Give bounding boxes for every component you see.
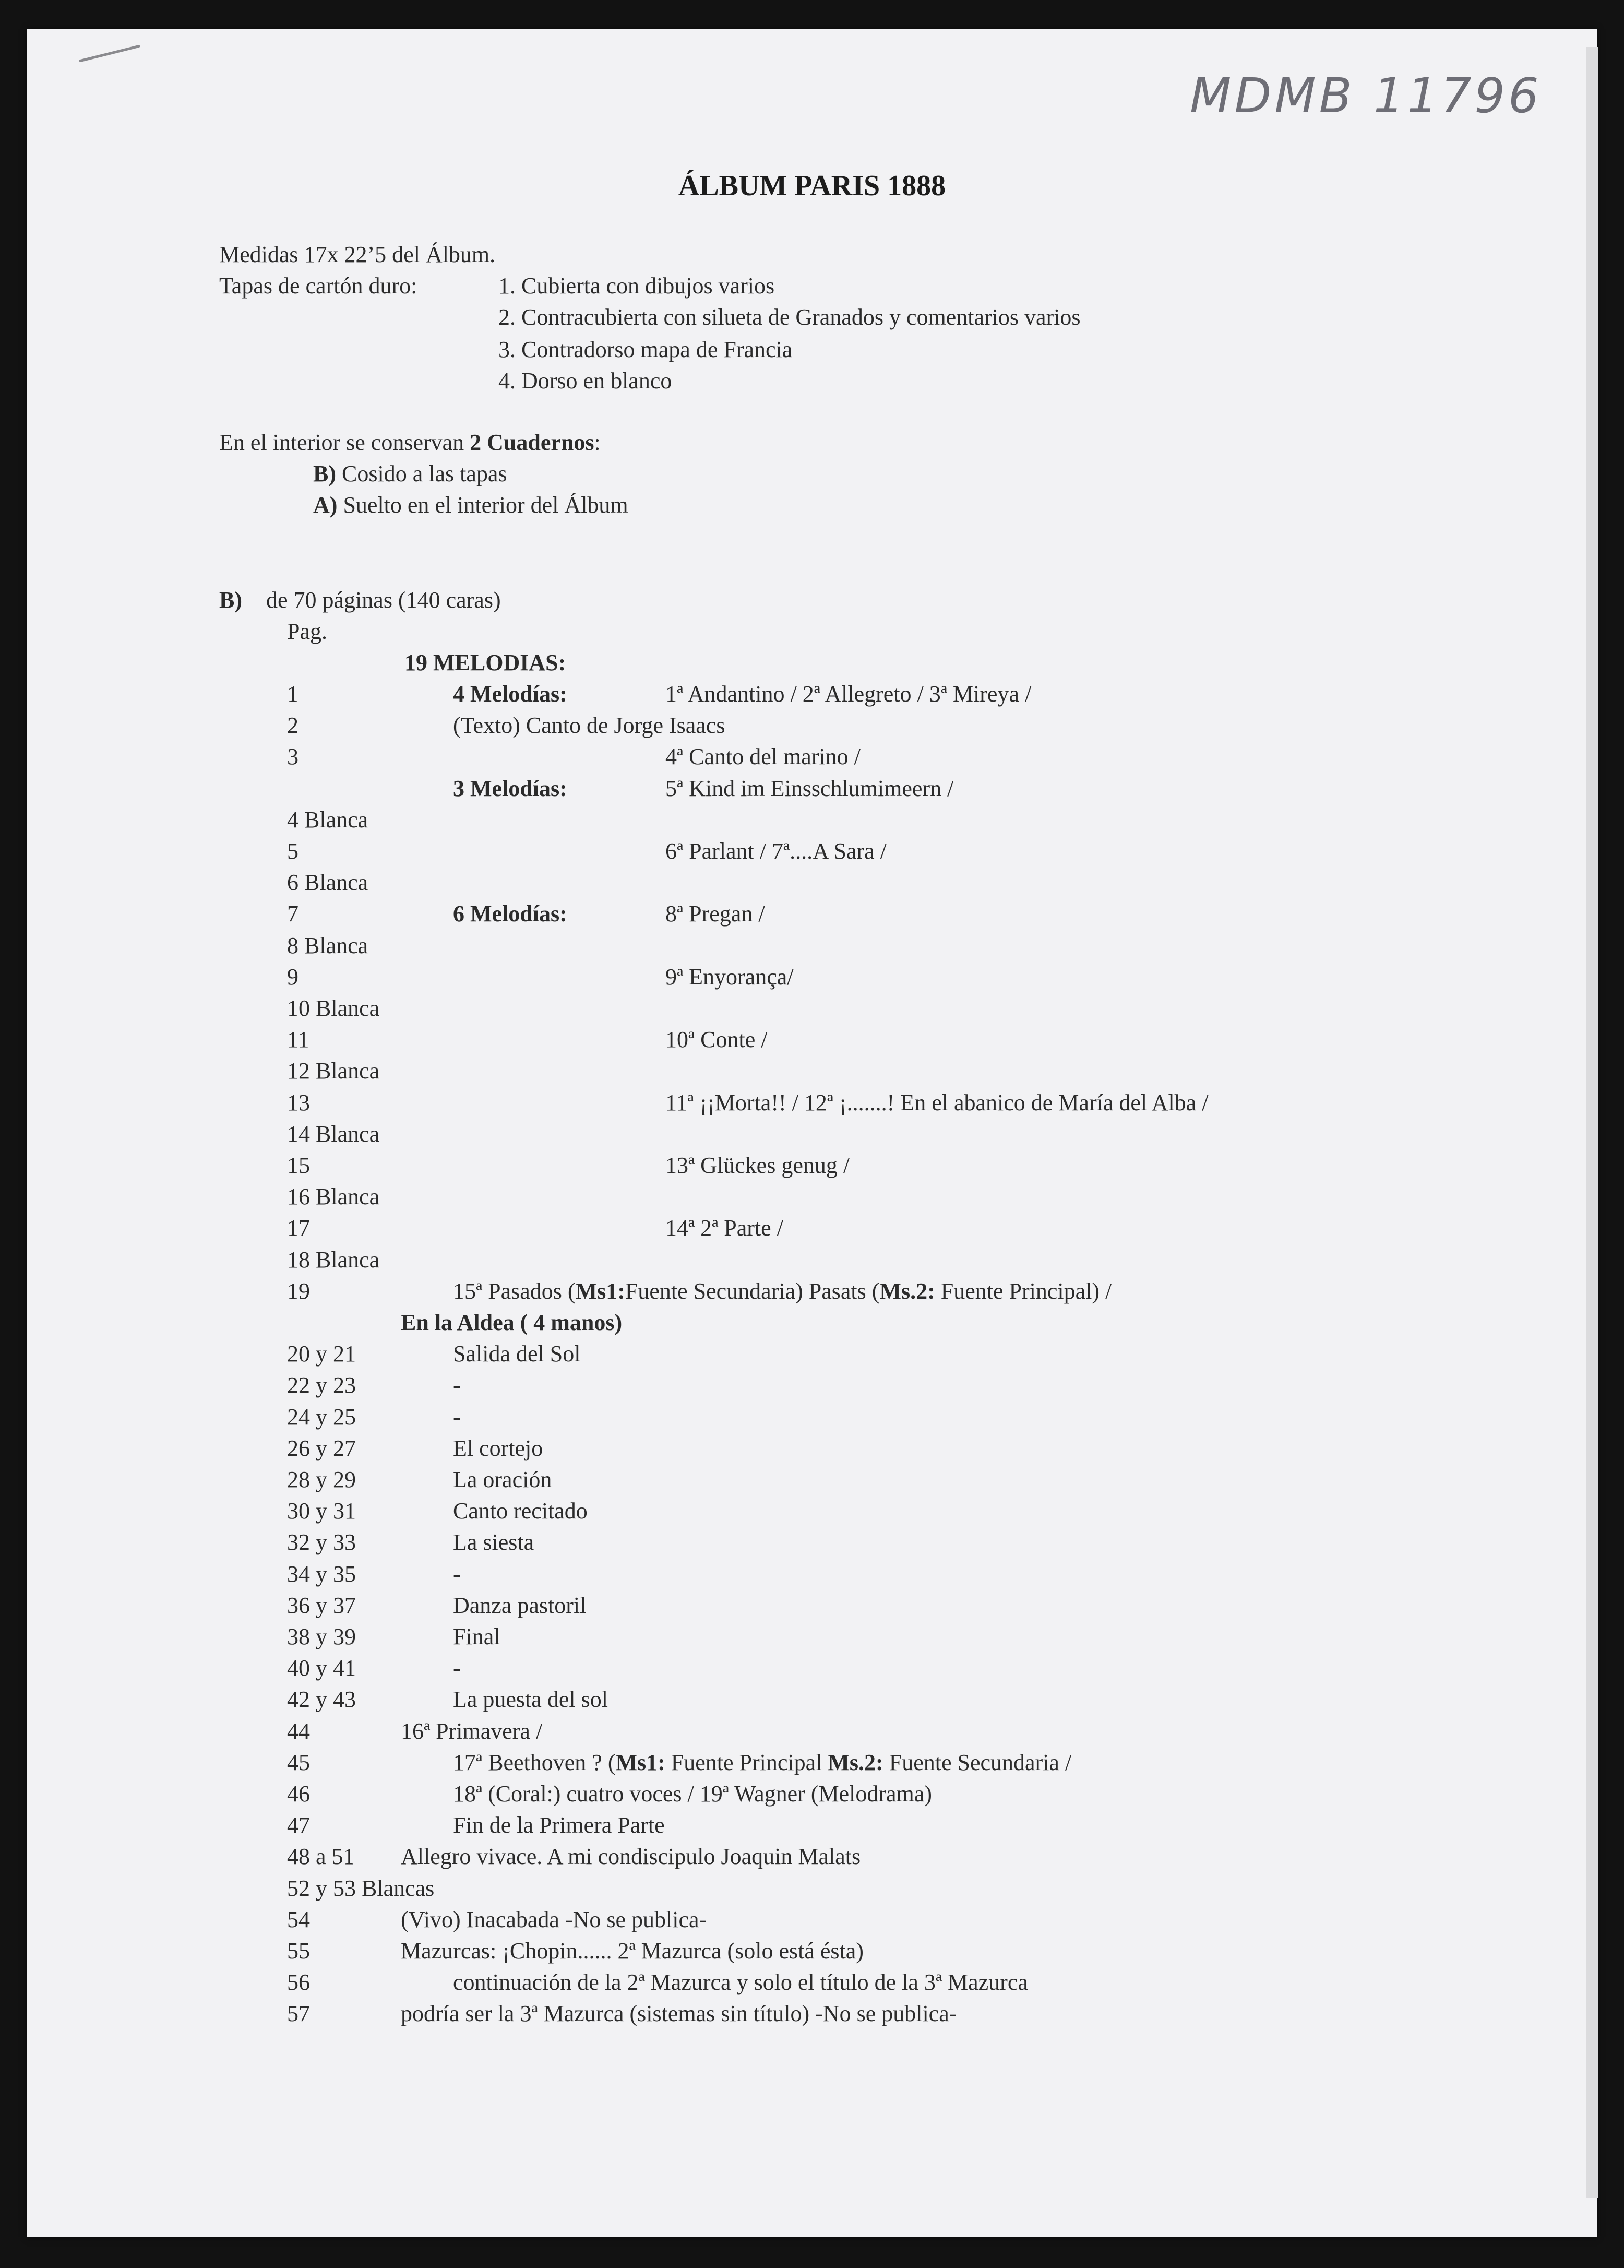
notebook-item: A) Suelto en el interior del Álbum: [313, 492, 628, 518]
section-b-description: de 70 páginas (140 caras): [266, 587, 501, 613]
page-number: 28 y 29: [287, 1467, 356, 1492]
table-row-text: 18ª (Coral:) cuatro voces / 19ª Wagner (Melodrama): [453, 1781, 932, 1807]
page-number: 13: [287, 1089, 310, 1115]
page-number: 26 y 27: [287, 1435, 356, 1461]
page-number: 8 Blanca: [287, 932, 368, 958]
page-number: 42 y 43: [287, 1687, 356, 1713]
section-b-letter: B): [219, 587, 242, 613]
page-number: 4 Blanca: [287, 806, 368, 833]
document-page: [27, 29, 1597, 2237]
page-number: 16 Blanca: [287, 1184, 380, 1210]
aldea-movement: La siesta: [453, 1529, 534, 1555]
page-number: 15: [287, 1153, 310, 1178]
melody-detail: 1ª Andantino / 2ª Allegreto / 3ª Mireya /: [665, 681, 1032, 707]
notebook-item: B) Cosido a las tapas: [313, 461, 507, 486]
page-number: 10 Blanca: [287, 995, 380, 1021]
page-number: 17: [287, 1215, 310, 1241]
aldea-movement: Canto recitado: [453, 1498, 588, 1524]
aldea-header: En la Aldea ( 4 manos): [401, 1310, 623, 1335]
page-number: 47: [287, 1812, 310, 1838]
melody-note: (Texto) Canto de Jorge Isaacs: [453, 713, 725, 739]
page-number: 55: [287, 1938, 310, 1964]
interior-line: En el interior se conservan 2 Cuadernos:: [219, 430, 601, 455]
page-number: 19: [287, 1278, 310, 1304]
table-row: 16ª Primavera /: [401, 1718, 543, 1744]
page-column-header: Pag.: [287, 619, 327, 644]
melody-detail: 10ª Conte /: [665, 1027, 768, 1053]
page-number: 14 Blanca: [287, 1121, 380, 1147]
melody-detail: 4ª Canto del marino /: [665, 744, 861, 770]
page-number: 6 Blanca: [287, 870, 368, 896]
page-number: 24 y 25: [287, 1404, 356, 1430]
table-row: 15ª Pasados (Ms1:Fuente Secundaria) Pasats (Ms.2: Fuente Principal) /: [453, 1278, 1112, 1304]
cover-item: 1. Cubierta con dibujos varios: [498, 273, 775, 299]
page-number: 40 y 41: [287, 1655, 356, 1681]
page-number: 45: [287, 1749, 310, 1775]
page-number: 44: [287, 1718, 310, 1744]
aldea-movement: El cortejo: [453, 1435, 543, 1461]
page-number: 56: [287, 1969, 310, 1996]
page-number: 34 y 35: [287, 1561, 356, 1587]
melody-group: 3 Melodías:: [453, 775, 567, 801]
page-number: 36 y 37: [287, 1592, 356, 1618]
page-number: 32 y 33: [287, 1529, 356, 1555]
page-number: 12 Blanca: [287, 1058, 380, 1084]
page-number: 20 y 21: [287, 1341, 356, 1367]
table-row-text: Allegro vivace. A mi condiscipulo Joaquin Malats: [401, 1844, 861, 1870]
page-number: 52 y 53 Blancas: [287, 1875, 435, 1901]
page-number: 46: [287, 1781, 310, 1807]
page-edge: [1586, 47, 1598, 2198]
page-number: 38 y 39: [287, 1624, 356, 1649]
page-number: 5: [287, 838, 298, 864]
cover-item: 3. Contradorso mapa de Francia: [498, 337, 793, 362]
page-number: 9: [287, 964, 298, 990]
table-row-text: (Vivo) Inacabada -No se publica-: [401, 1906, 707, 1932]
melody-detail: 9ª Enyorança/: [665, 964, 794, 990]
archive-reference-code: MDMB 11796: [1190, 68, 1542, 124]
melody-group: 4 Melodías:: [453, 681, 567, 707]
table-row-text: Fin de la Primera Parte: [453, 1812, 665, 1838]
page-number: 2: [287, 713, 298, 739]
melody-detail: 5ª Kind im Einsschlumimeern /: [665, 775, 954, 801]
melody-detail: 13ª Glückes genug /: [665, 1153, 850, 1178]
measures-line: Medidas 17x 22’5 del Álbum.: [219, 242, 496, 267]
document-title: ÁLBUM PARIS 1888: [678, 170, 946, 202]
page-number: 7: [287, 901, 298, 927]
melody-detail: 8ª Pregan /: [665, 901, 765, 927]
aldea-movement: -: [453, 1561, 461, 1587]
cover-item: 2. Contracubierta con silueta de Granados y comentarios varios: [498, 304, 1081, 330]
page-number: 54: [287, 1906, 310, 1932]
page-number: 30 y 31: [287, 1498, 356, 1524]
table-row-text: podría ser la 3ª Mazurca (sistemas sin título) -No se publica-: [401, 2001, 957, 2027]
table-row-text: continuación de la 2ª Mazurca y solo el título de la 3ª Mazurca: [453, 1969, 1028, 1996]
page-number: 48 a 51: [287, 1844, 355, 1870]
page-number: 18 Blanca: [287, 1246, 380, 1273]
aldea-movement: Final: [453, 1624, 500, 1649]
table-row: 17ª Beethoven ? (Ms1: Fuente Principal Ms.2: Fuente Secundaria /: [453, 1749, 1072, 1775]
aldea-movement: Danza pastoril: [453, 1592, 587, 1618]
melody-detail: 14ª 2ª Parte /: [665, 1215, 783, 1241]
page-number: 11: [287, 1027, 309, 1053]
melody-group: 6 Melodías:: [453, 901, 567, 927]
aldea-movement: Salida del Sol: [453, 1341, 581, 1367]
covers-label: Tapas de cartón duro:: [219, 273, 417, 299]
melody-detail: 6ª Parlant / 7ª....A Sara /: [665, 838, 887, 864]
melody-detail: 11ª ¡¡Morta!! / 12ª ¡.......! En el abanico de María del Alba /: [665, 1089, 1209, 1115]
aldea-movement: -: [453, 1404, 461, 1430]
aldea-movement: La oración: [453, 1467, 552, 1492]
cover-item: 4. Dorso en blanco: [498, 368, 672, 394]
melodias-header: 19 MELODIAS:: [404, 650, 566, 675]
aldea-movement: -: [453, 1372, 461, 1398]
aldea-movement: -: [453, 1655, 461, 1681]
page-number: 3: [287, 744, 298, 770]
page-number: 22 y 23: [287, 1372, 356, 1398]
page-number: 57: [287, 2001, 310, 2027]
table-row-text: Mazurcas: ¡Chopin...... 2ª Mazurca (solo está ésta): [401, 1938, 864, 1964]
page-number: 1: [287, 681, 298, 707]
aldea-movement: La puesta del sol: [453, 1687, 608, 1713]
